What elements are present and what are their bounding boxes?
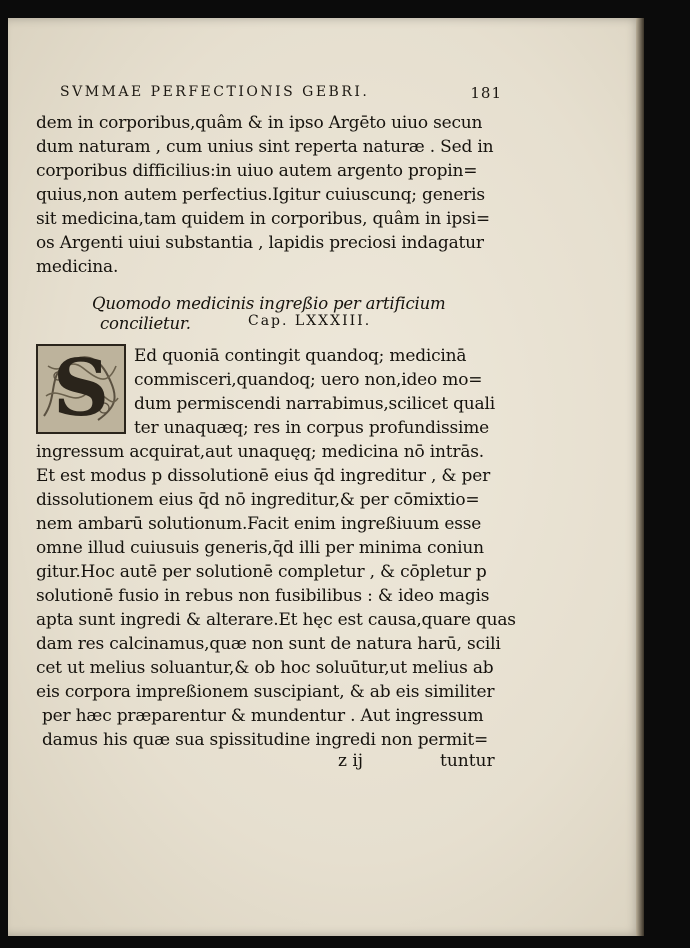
text-line: ingressum acquirat,aut unaquęq; medicina nō intrās. <box>36 442 484 462</box>
text-line: quius,non autem perfectius.Igitur cuiuscunq; generis <box>36 185 485 205</box>
text-line: damus his quæ sua spissitudine ingredi non permit= <box>42 730 489 750</box>
catchword: tuntur <box>440 751 495 771</box>
folio-number: 181 <box>470 84 502 102</box>
text-line: dum naturam , cum unius sint reperta naturæ . Sed in <box>36 137 494 157</box>
text-line: gitur.Hoc autē per solutionē completur , & cōpletur p <box>36 562 487 582</box>
text-line: apta sunt ingredi & alterare.Et hęc est causa,quare quas <box>36 610 516 630</box>
page-gutter <box>636 18 644 936</box>
text-line: cet ut melius soluantur,& ob hoc soluūtur,ut melius ab <box>36 658 494 678</box>
text-line: ter unaquæq; res in corpus profundissime <box>134 418 490 438</box>
text-line: medicina. <box>36 257 119 277</box>
signature-mark: z ij <box>338 751 364 771</box>
text-line: per hæc præparentur & mundentur . Aut ingressum <box>42 706 484 726</box>
text-line: os Argenti uiui substantia , lapidis preciosi indagatur <box>36 233 484 253</box>
text-line: corporibus difficilius:in uiuo autem argento propin= <box>36 161 478 181</box>
text-line: dissolutionem eius q̄d nō ingreditur,& per cōmixtio= <box>36 490 480 510</box>
text-line: dem in corporibus,quâm & in ipso Argēto uiuo secun <box>36 113 483 133</box>
text-line: omne illud cuiusuis generis,q̄d illi per minima coniun <box>36 538 484 558</box>
text-line: Et est modus p dissolutionē eius q̄d ingreditur , & per <box>36 466 491 486</box>
text-line: sit medicina,tam quidem in corporibus, quâm in ipsi= <box>36 209 490 229</box>
text-line: dam res calcinamus,quæ non sunt de natura harū, scili <box>36 634 501 654</box>
text-line: nem ambarū solutionum.Facit enim ingreßiuum esse <box>36 514 482 534</box>
decorated-initial <box>36 344 126 434</box>
text-line: solutionē fusio in rebus non fusibilibus : & ideo magis <box>36 586 490 606</box>
text-line: commisceri,quandoq; uero non,ideo mo= <box>134 370 483 390</box>
running-head <box>60 84 510 106</box>
text-line: dum permiscendi narrabimus,scilicet quali <box>134 394 495 414</box>
chapter-title-line: Quomodo medicinis ingreßio per artificium <box>92 294 446 313</box>
running-head-title: SVMMAE PERFECTIONIS GEBRI. <box>60 84 370 100</box>
chapter-number: Cap. LXXXIII. <box>248 313 372 329</box>
chapter-title-line: concilietur. <box>100 314 191 333</box>
text-line: Ed quoniā contingit quandoq; medicinā <box>134 346 467 366</box>
text-line: eis corpora impreßionem suscipiant, & ab eis similiter <box>36 682 495 702</box>
initial-letter: S <box>52 344 110 434</box>
